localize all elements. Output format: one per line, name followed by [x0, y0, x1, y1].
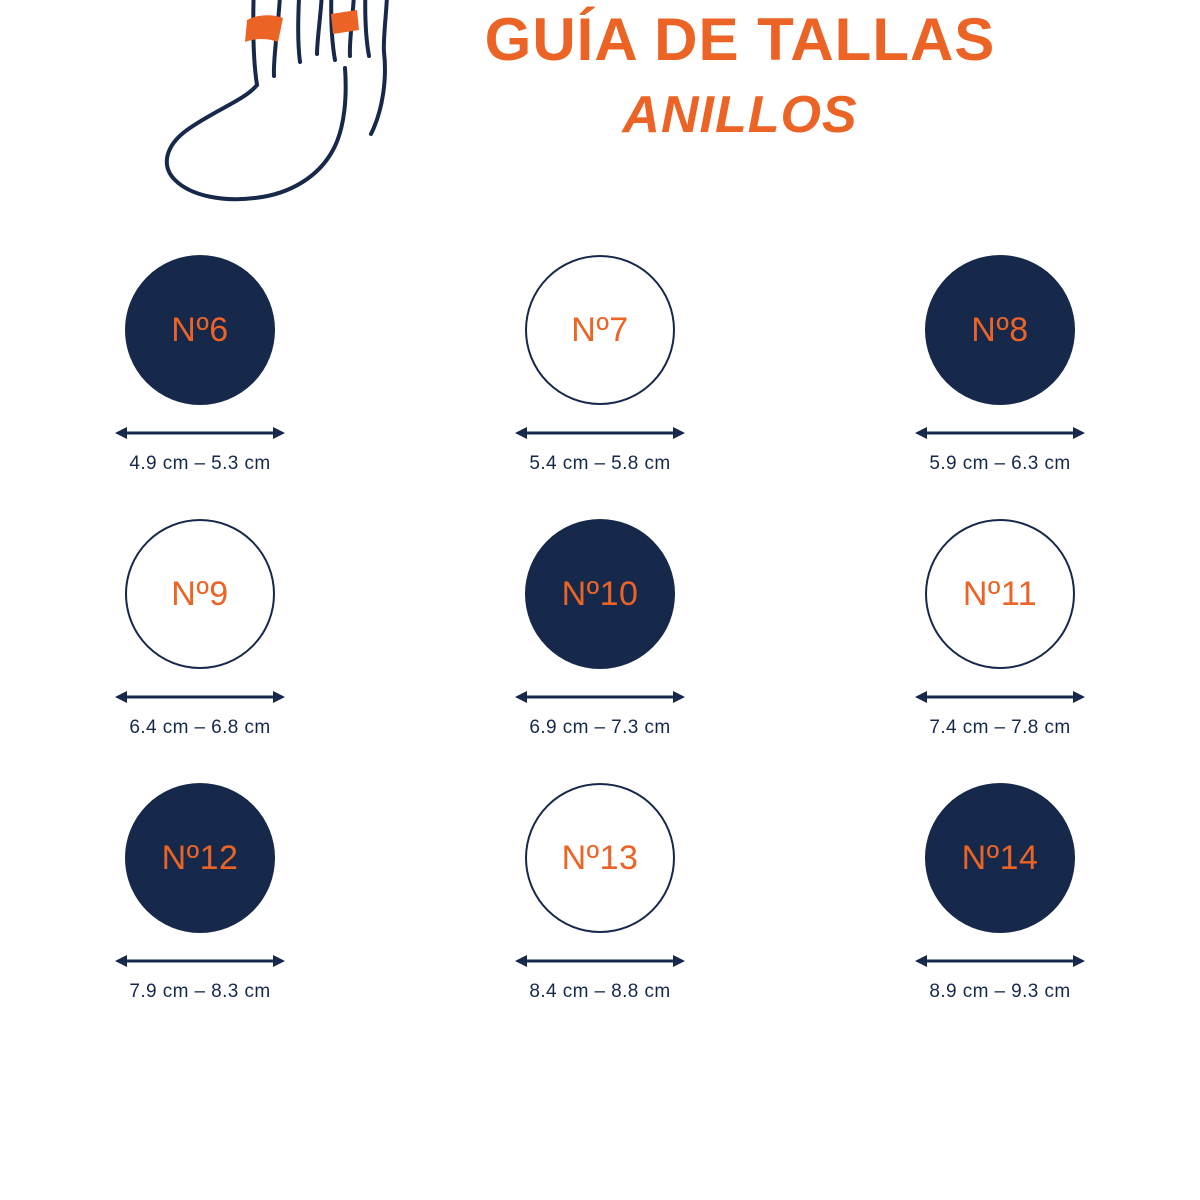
page-subtitle: ANILLOS [622, 86, 858, 144]
ring-size-label: Nº10 [561, 574, 639, 613]
ring-size-label: Nº6 [171, 310, 229, 349]
hand-with-ring-icon [95, 0, 395, 220]
ring-measure-text: 5.9 cm – 6.3 cm [929, 453, 1071, 474]
diameter-arrow [115, 953, 285, 969]
ring-size-cell [0, 519, 400, 739]
ring-measure-text: 8.4 cm – 8.8 cm [529, 981, 671, 1002]
ring-circle-5 [925, 519, 1075, 669]
ring-circle-0 [125, 255, 275, 405]
ring-size-cell [800, 783, 1200, 1003]
ring-size-grid [0, 255, 1200, 1003]
title-block [390, 8, 1090, 145]
ring-circle-3 [125, 519, 275, 669]
page-title: GUÍA DE TALLAS [484, 6, 996, 73]
ring-size-cell [400, 255, 800, 475]
ring-size-label: Nº14 [961, 838, 1039, 877]
header [0, 0, 1200, 230]
ring-circle-4 [525, 519, 675, 669]
diameter-arrow [915, 689, 1085, 705]
ring-size-label: Nº9 [171, 574, 229, 613]
ring-size-cell [400, 783, 800, 1003]
ring-circle-1 [525, 255, 675, 405]
ring-circle-8 [925, 783, 1075, 933]
ring-size-label: Nº12 [161, 838, 239, 877]
diameter-arrow [515, 953, 685, 969]
ring-size-cell [800, 519, 1200, 739]
ring-size-label: Nº8 [971, 310, 1029, 349]
ring-measure-text: 6.4 cm – 6.8 cm [129, 717, 271, 738]
ring-circle-6 [125, 783, 275, 933]
ring-size-label: Nº13 [561, 838, 639, 877]
ring-measure-text: 6.9 cm – 7.3 cm [529, 717, 671, 738]
ring-measure-text: 7.9 cm – 8.3 cm [129, 981, 271, 1002]
ring-size-cell [800, 255, 1200, 475]
ring-measure-text: 4.9 cm – 5.3 cm [129, 453, 271, 474]
ring-circle-7 [525, 783, 675, 933]
diameter-arrow [515, 425, 685, 441]
diameter-arrow [115, 425, 285, 441]
ring-measure-text: 7.4 cm – 7.8 cm [929, 717, 1071, 738]
ring-size-label: Nº11 [962, 574, 1038, 613]
ring-size-cell [0, 255, 400, 475]
ring-measure-text: 8.9 cm – 9.3 cm [929, 981, 1071, 1002]
diameter-arrow [915, 425, 1085, 441]
ring-size-label: Nº7 [571, 310, 629, 349]
ring-size-cell [400, 519, 800, 739]
diameter-arrow [515, 689, 685, 705]
ring-circle-2 [925, 255, 1075, 405]
ring-measure-text: 5.4 cm – 5.8 cm [529, 453, 671, 474]
diameter-arrow [115, 689, 285, 705]
diameter-arrow [915, 953, 1085, 969]
ring-size-cell [0, 783, 400, 1003]
